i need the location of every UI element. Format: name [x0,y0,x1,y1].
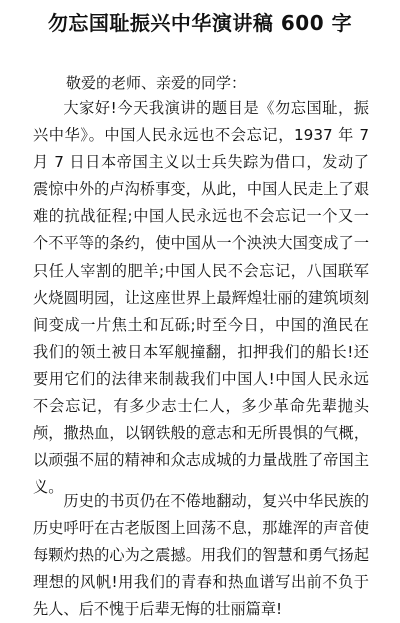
body-paragraph: 历史的书页仍在不倦地翻动，复兴中华民族的历史呼吁在古老版图上回荡不息，那雄浑的声音使每颗灼热的心为之震撼。用我们的智慧和勇气扬起理想的风帆!用我们的青春和热血谱写出前不负于先人、后不愧于后辈无悔的壮丽篇章! [33,492,369,619]
document-title: 勿忘国耻振兴中华演讲稿 600 字 [47,11,353,35]
greeting-line: 敬爱的老师、亲爱的同学： [66,74,247,92]
body-paragraph: 大家好!今天我演讲的题目是《勿忘国耻，振兴中华》。中国人民永远也不会忘记，1937 年 7 月 7 日日本帝国主义以士兵失踪为借口，发动了震惊中外的卢沟桥事变，从此，中国人民走上了艰难的抗战征程;中国人民永远也不会忘记一个又一个不平等的条约，使中国从一个泱泱大国变成了一只任人宰割的肥羊;中国人民不会忘记，八国联军火烧圆明园，让这座世界上最辉煌壮丽的建筑顷刻间变成一片焦土和瓦砾;时至今日，中国的渔民在我们的领土被日本军舰撞翻，扣押我们的船长!还要用它们的法律来制裁我们中国人!中国人民永远不会忘记，有多少志士仁人，多少革命先辈抛头颅，撒热血，以钢铁般的意志和无所畏惧的气概，以顽强不屈的精神和众志成城的力量战胜了帝国主义。 [33,99,369,497]
